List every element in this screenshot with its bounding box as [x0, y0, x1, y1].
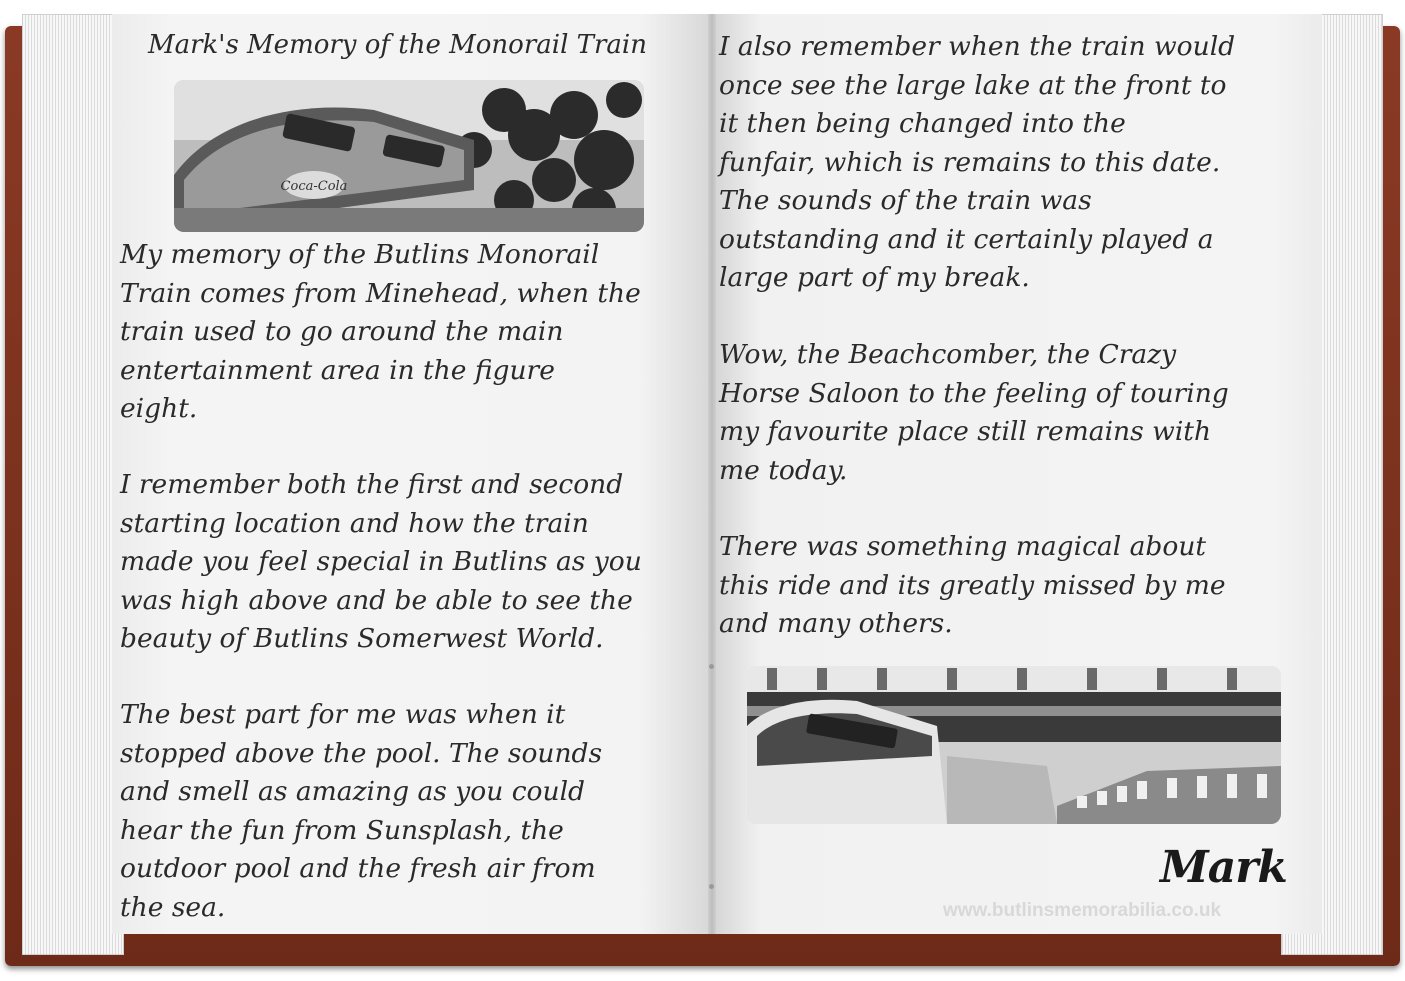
book-spine: [708, 14, 716, 934]
website-watermark: www.butlinsmemorabilia.co.uk: [943, 900, 1222, 921]
monorail-photo-bottom: [747, 666, 1281, 824]
left-paragraph-1: My memory of the Butlins Monorail Train comes from Minehead, when the train used to go around the main entertainment area in the figure eight.: [120, 239, 641, 424]
stitch-hole: [709, 664, 714, 669]
photo-coca-cola-logo: Coca-Cola: [280, 179, 348, 194]
left-paragraph-3: The best part for me was when it stopped above the pool. The sounds and smell as amazing as you could hear the fun from Sunsplash, the outdoor pool and the fresh air from the sea.: [120, 699, 603, 923]
left-paragraph-2: I remember both the first and second starting location and how the train made you feel special in Butlins as you was high above and be able to see the beauty of Butlins Somerwest World.: [120, 469, 642, 654]
left-page-edges: [22, 14, 124, 955]
right-paragraph-1: I also remember when the train would once see the large lake at the front to it then being changed into the funfair, which is remains to this date. The sounds of the train was outstanding and it certainly played a large part of my break.: [719, 31, 1236, 293]
monorail-photo-top: [174, 80, 644, 232]
right-paragraph-3: There was something magical about this ride and its greatly missed by me and many others.: [719, 531, 1226, 639]
page-title: Mark's Memory of the Monorail Train: [148, 30, 647, 60]
right-paragraph-2: Wow, the Beachcomber, the Crazy Horse Saloon to the feeling of touring my favourite place still remains with me today.: [719, 339, 1229, 486]
stitch-hole: [709, 884, 714, 889]
signature: Mark: [1160, 842, 1287, 893]
